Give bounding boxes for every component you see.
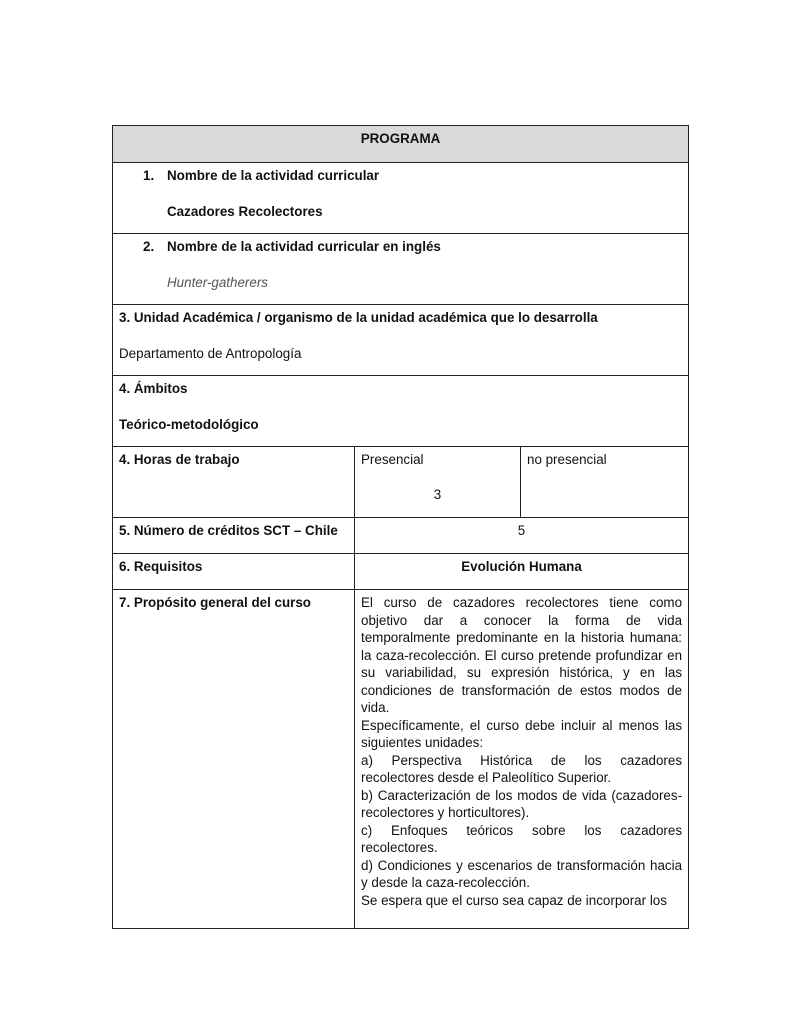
section-2-label: Nombre de la actividad curricular en inglés	[167, 239, 441, 254]
program-table	[112, 125, 689, 929]
section-4-ambitos-label: 4. Ámbitos	[119, 381, 188, 396]
section-1-label: Nombre de la actividad curricular	[167, 168, 380, 183]
program-header: PROGRAMA	[113, 126, 689, 163]
presencial-label: Presencial	[361, 452, 424, 467]
purpose-paragraph: El curso de cazadores recolectores tiene como objetivo dar a conocer la forma de vida temporalmente predominante en la historia humana: la caza-recolección. El curso pretende profundizar en su variabilidad, su expresión histórica, y en las condiciones de transformación de estos modos de vida.	[361, 595, 683, 715]
unit-item-b: b) Caracterización de los modos de vida (cazadores-recolectores y horticultores).	[361, 787, 683, 820]
section-5-row	[113, 518, 689, 554]
section-7-row	[113, 590, 689, 929]
section-2-row	[113, 234, 689, 305]
section-1-row	[113, 163, 689, 234]
credits-label: 5. Número de créditos SCT – Chile	[113, 518, 355, 554]
unit-item-c: c) Enfoques teóricos sobre los cazadores recolectores.	[361, 822, 683, 855]
ambitos-value: Teórico-metodológico	[119, 416, 259, 432]
requirements-value: Evolución Humana	[355, 554, 689, 590]
section-3-label: 3. Unidad Académica / organismo de la unidad académica que lo desarrolla	[119, 310, 598, 325]
section-4-ambitos-row	[113, 376, 689, 447]
unit-item-d: d) Condiciones y escenarios de transformación hacia y desde la caza-recolección.	[361, 857, 683, 890]
presencial-value: 3	[433, 486, 442, 502]
section-2-number: 2.	[143, 239, 155, 254]
no-presencial-cell	[521, 447, 689, 518]
requirements-label: 6. Requisitos	[113, 554, 355, 590]
course-name-english: Hunter-gatherers	[167, 274, 268, 290]
academic-unit: Departamento de Antropología	[119, 345, 302, 361]
purpose-label: 7. Propósito general del curso	[113, 590, 355, 929]
course-name: Cazadores Recolectores	[167, 203, 323, 219]
purpose-cell	[355, 590, 689, 929]
header-row	[113, 126, 689, 163]
unit-item-a: a) Perspectiva Histórica de los cazadores recolectores desde el Paleolítico Superior.	[361, 752, 683, 785]
presencial-cell	[355, 447, 521, 518]
credits-value: 5	[355, 518, 689, 554]
purpose-paragraph: Se espera que el curso sea capaz de incorporar los	[361, 892, 667, 908]
section-6-row	[113, 554, 689, 590]
section-4-hours-row	[113, 447, 689, 518]
section-1-number: 1.	[143, 168, 155, 183]
hours-label: 4. Horas de trabajo	[113, 447, 355, 518]
purpose-paragraph: Específicamente, el curso debe incluir al menos las siguientes unidades:	[361, 717, 683, 750]
section-3-row	[113, 305, 689, 376]
no-presencial-label: no presencial	[527, 452, 607, 467]
